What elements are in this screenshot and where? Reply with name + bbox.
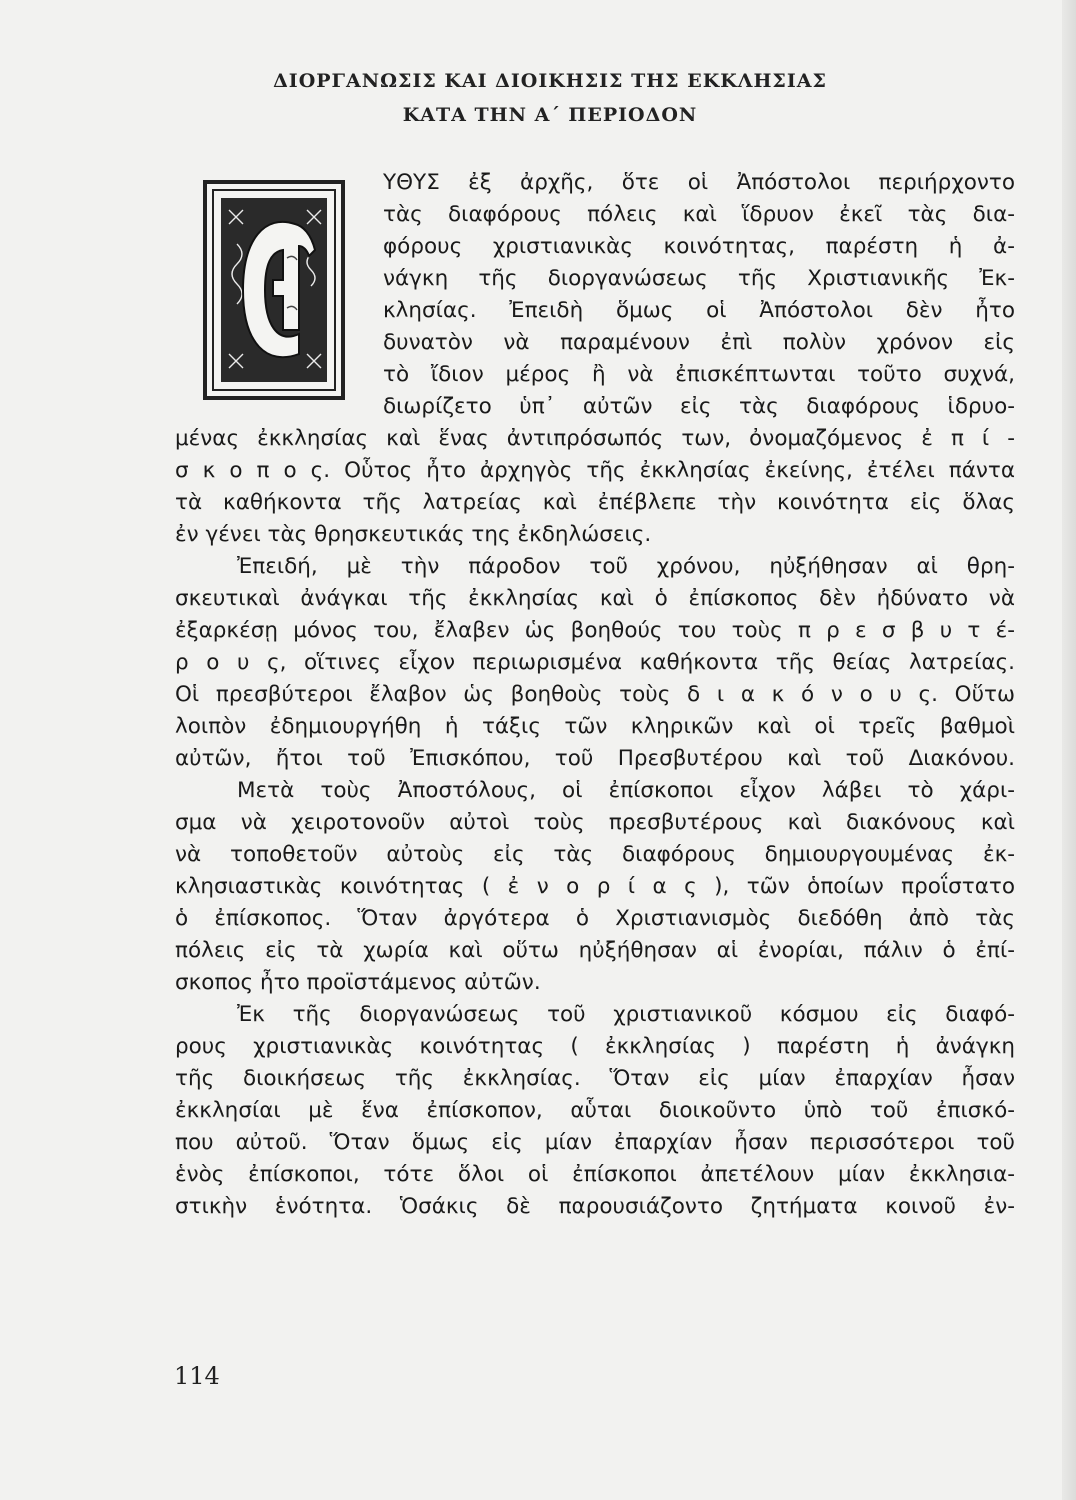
- text-line: νὰ τοποθετοῦν αὐτοὺς εἰς τὰς διαφόρους δημιουργουμένας ἐκ-: [175, 842, 1015, 867]
- chapter-title-line-2: ΚΑΤΑ ΤΗΝ Α΄ ΠΕΡΙΟΔΟΝ: [402, 104, 698, 126]
- text-line: ὁ ἐπίσκοπος. Ὅταν ἀργότερα ὁ Χριστιανισμὸς διεδόθη ἀπὸ τὰς: [175, 906, 1015, 931]
- text-line: Μετὰ τοὺς Ἀποστόλους, οἱ ἐπίσκοποι εἶχον λάβει τὸ χάρι-: [237, 778, 1015, 803]
- text-line: ἐν γένει τὰς θρησκευτικάς της ἐκδηλώσεις.: [175, 522, 652, 547]
- text-line: διωρίζετο ὑπ᾽ αὐτῶν εἰς τὰς διαφόρους ἱδρυο-: [383, 394, 1015, 419]
- text-line: ΥΘΥΣ ἐξ ἀρχῆς, ὅτε οἱ Ἀπόστολοι περιήρχοντο: [383, 170, 1015, 195]
- text-line: στικὴν ἑνότητα. Ὁσάκις δὲ παρουσιάζοντο ζητήματα κοινοῦ ἐν-: [175, 1194, 1015, 1219]
- text-line: νάγκη τῆς διοργανώσεως τῆς Χριστιανικῆς Ἐκ-: [383, 266, 1015, 291]
- text-line: κλησιαστικὰς κοινότητας ( ἐ ν ο ρ ί α ς ), τῶν ὁποίων προΐστατο: [175, 874, 1015, 899]
- text-line: ρ ο υ ς, οἵτινες εἶχον περιωρισμένα καθήκοντα τῆς θείας λατρείας.: [175, 650, 1015, 675]
- text-line: Οἱ πρεσβύτεροι ἔλαβον ὡς βοηθοὺς τοὺς δ ι α κ ό ν ο υ ς. Οὕτω: [175, 682, 1015, 707]
- text-line: σκευτικαὶ ἀνάγκαι τῆς ἐκκλησίας καὶ ὁ ἐπίσκοπος δὲν ἠδύνατο νὰ: [175, 586, 1015, 611]
- text-line: λοιπὸν ἐδημιουργήθη ἡ τάξις τῶν κληρικῶν καὶ οἱ τρεῖς βαθμοὶ: [175, 714, 1015, 739]
- text-line: που αὐτοῦ. Ὅταν ὅμως εἰς μίαν ἐπαρχίαν ἦσαν περισσότεροι τοῦ: [175, 1130, 1015, 1155]
- page-number: 114: [174, 1362, 220, 1390]
- text-line: ρους χριστιανικὰς κοινότητας ( ἐκκλησίας ) παρέστη ἡ ἀνάγκη: [175, 1034, 1015, 1059]
- text-line: ἑνὸς ἐπίσκοποι, τότε ὅλοι οἱ ἐπίσκοποι ἀπετέλουν μίαν ἐκκλησια-: [175, 1162, 1015, 1187]
- text-line: κλησίας. Ἐπειδὴ ὅμως οἱ Ἀπόστολοι δὲν ἦτο: [383, 298, 1015, 323]
- text-line: δυνατὸν νὰ παραμένουν ἐπὶ πολὺν χρόνον εἰς: [383, 330, 1015, 355]
- text-line: τὰ καθήκοντα τῆς λατρείας καὶ ἐπέβλεπε τὴν κοινότητα εἰς ὅλας: [175, 490, 1015, 515]
- text-line: ἐκκλησίαι μὲ ἕνα ἐπίσκοπον, αὗται διοικοῦντο ὑπὸ τοῦ ἐπισκό-: [175, 1098, 1015, 1123]
- text-line: πόλεις εἰς τὰ χωρία καὶ οὕτω ηὐξήθησαν αἱ ἐνορίαι, πάλιν ὁ ἐπί-: [175, 938, 1015, 963]
- chapter-title-line-1: ΔΙΟΡΓΑΝΩΣΙΣ ΚΑΙ ΔΙΟΙΚΗΣΙΣ ΤΗΣ ΕΚΚΛΗΣΙΑΣ: [273, 70, 827, 92]
- text-line: σμα νὰ χειροτονοῦν αὐτοὶ τοὺς πρεσβυτέρους καὶ διακόνους καὶ: [175, 810, 1015, 835]
- body-text: [175, 167, 1015, 1223]
- page-edge: [1062, 0, 1076, 1500]
- text-line: σ κ ο π ο ς. Οὗτος ἦτο ἀρχηγὸς τῆς ἐκκλησίας ἐκείνης, ἐτέλει πάντα: [175, 458, 1015, 483]
- text-line: τῆς διοικήσεως τῆς ἐκκλησίας. Ὅταν εἰς μίαν ἐπαρχίαν ἦσαν: [175, 1066, 1015, 1091]
- text-line: μένας ἐκκλησίας καὶ ἕνας ἀντιπρόσωπός των, ὀνομαζόμενος ἐ π ί -: [175, 426, 1015, 451]
- text-line: τὸ ἴδιον μέρος ἢ νὰ ἐπισκέπτωνται τοῦτο συχνά,: [383, 362, 1015, 387]
- text-line: ἐξαρκέσῃ μόνος του, ἔλαβεν ὡς βοηθούς του τοὺς π ρ ε σ β υ τ έ-: [175, 618, 1015, 643]
- text-line: φόρους χριστιανικὰς κοινότητας, παρέστη ἡ ἀ-: [383, 234, 1015, 259]
- text-line: Ἐπειδή, μὲ τὴν πάροδον τοῦ χρόνου, ηὐξήθησαν αἱ θρη-: [237, 554, 1015, 579]
- text-line: τὰς διαφόρους πόλεις καὶ ἵδρυον ἐκεῖ τὰς δια-: [383, 202, 1015, 227]
- text-line: αὐτῶν, ἤτοι τοῦ Ἐπισκόπου, τοῦ Πρεσβυτέρου καὶ τοῦ Διακόνου.: [175, 746, 1015, 771]
- text-line: σκοπος ἦτο προϊστάμενος αὐτῶν.: [175, 970, 541, 995]
- text-line: Ἐκ τῆς διοργανώσεως τοῦ χριστιανικοῦ κόσμου εἰς διαφό-: [237, 1002, 1015, 1027]
